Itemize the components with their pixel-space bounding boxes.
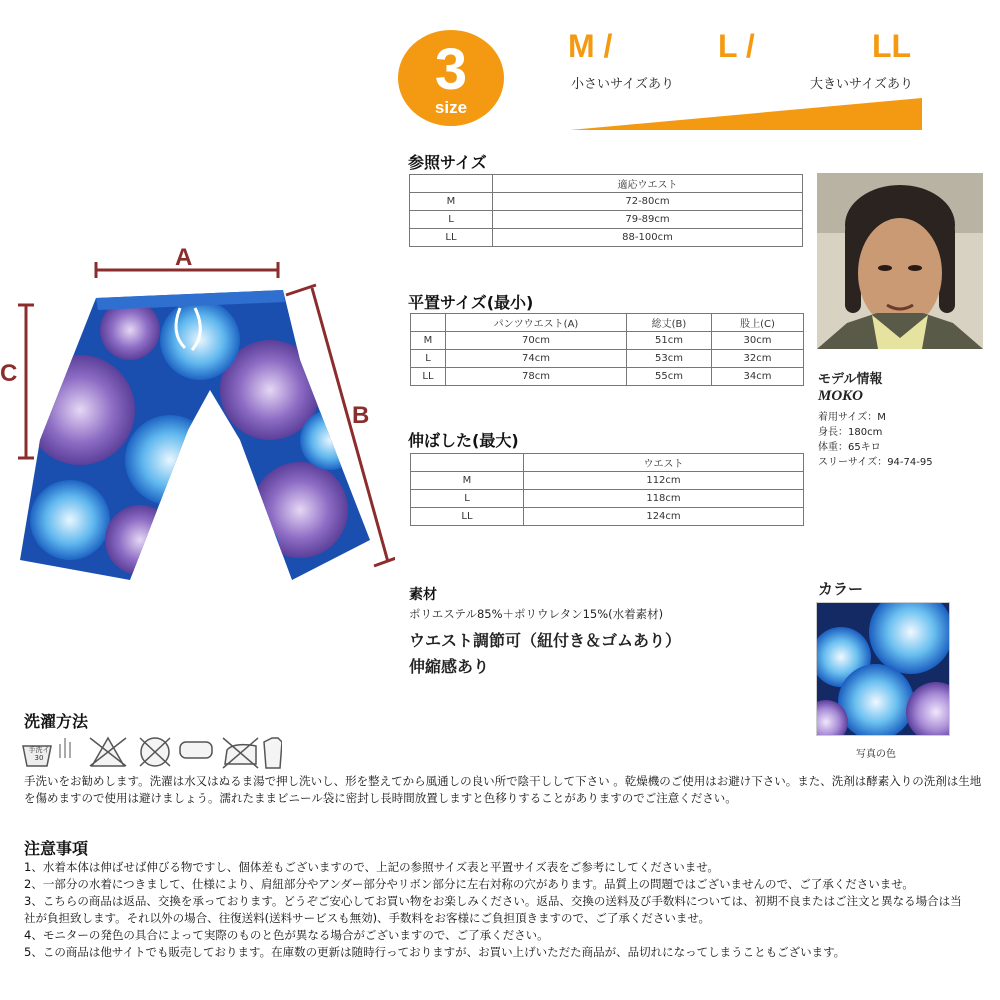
washing-instructions: 手洗いをお勧めします。洗濯は水又はぬるま湯で押し洗いし、形を整えてから風通しの良い所で陰干しして下さい 。乾燥機のご使用はお避け下さい。また、洗剤は酵素入りの洗剤は生地を傷めますので使用は避けましょう。濡れたままビニール袋に密封し長時間放置しますと色移りすることがありますのでご注意ください。 <box>24 774 982 805</box>
notes-title: 注意事項 <box>24 839 89 858</box>
size-l-label: L / <box>718 28 755 64</box>
table-cell: M <box>410 193 493 211</box>
washing-title: 洗濯方法 <box>24 712 89 731</box>
table-header-row <box>411 314 804 332</box>
material-composition: ポリエステル85%＋ポリウレタン15%(水着素材) <box>409 607 664 621</box>
table-cell: 適応ウエスト <box>493 175 803 193</box>
shade-dry-icon <box>264 738 282 768</box>
table-cell: 74cm <box>446 350 627 368</box>
size-m-label: M / <box>568 28 613 64</box>
list-item: 5、この商品は他サイトでも販売しております。在庫数の更新は随時行っておりますが、お買い上げいただた商品が、品切れになってしまうこともございます。 <box>24 945 846 959</box>
model-size-worn: 着用サイズ：M <box>818 412 886 423</box>
table-cell: 30cm <box>712 332 804 350</box>
hand-wash-text: 手洗イ 30 <box>28 746 50 762</box>
reference-size-title: 参照サイズ <box>408 153 487 172</box>
table-cell: 118cm <box>524 490 804 508</box>
model-details <box>818 410 933 470</box>
size-ll-label: LL <box>872 28 912 64</box>
table-row <box>411 368 804 386</box>
table-cell: L <box>411 490 524 508</box>
table-row <box>411 472 804 490</box>
table-cell: M <box>411 332 446 350</box>
table-cell: M <box>411 472 524 490</box>
large-size-note: 大きいサイズあり <box>810 77 913 92</box>
model-info-heading: モデル情報 <box>818 372 883 387</box>
no-iron-icon <box>225 745 256 764</box>
no-wring-icon <box>180 742 212 758</box>
stretched-size-table <box>410 453 804 526</box>
table-cell: 78cm <box>446 368 627 386</box>
table-row <box>411 332 804 350</box>
table-cell: 股上(C) <box>712 314 804 332</box>
table-cell: 総丈(B) <box>627 314 712 332</box>
material-feature-stretch: 伸縮感あり <box>409 657 490 676</box>
table-cell: 72-80cm <box>493 193 803 211</box>
model-photo <box>817 173 983 349</box>
table-cell <box>410 175 493 193</box>
material-feature-adjustable: ウエスト調節可（紐付き＆ゴムあり） <box>409 631 682 650</box>
model-three-sizes: スリーサイズ：94-74-95 <box>818 457 933 468</box>
notes-list <box>24 859 969 961</box>
table-cell: 112cm <box>524 472 804 490</box>
table-cell: 70cm <box>446 332 627 350</box>
dimension-label-a: A <box>175 244 193 271</box>
table-cell <box>411 454 524 472</box>
table-cell: 53cm <box>627 350 712 368</box>
table-row <box>411 350 804 368</box>
table-cell: 51cm <box>627 332 712 350</box>
dimension-label-c: C <box>0 360 18 387</box>
reference-size-table <box>409 174 803 247</box>
table-cell: ウエスト <box>524 454 804 472</box>
list-item: 2、一部分の水着につきまして、仕様により、肩紐部分やアンダー部分やリボン部分に左右対称の穴があります。品質上の問題ではございませんので、ご了承くださいませ。 <box>24 877 914 891</box>
size-scale-wedge <box>570 98 922 130</box>
material-title: 素材 <box>409 587 437 603</box>
care-icons <box>20 732 282 770</box>
size-badge-number: 3 <box>434 37 468 102</box>
table-row <box>410 211 803 229</box>
table-cell: 34cm <box>712 368 804 386</box>
table-cell <box>411 314 446 332</box>
table-row <box>411 490 804 508</box>
model-height: 身長：180cm <box>818 427 883 438</box>
table-cell: LL <box>411 368 446 386</box>
model-name: MOKO <box>818 388 864 404</box>
table-cell: L <box>410 211 493 229</box>
model-weight: 体重：65キロ <box>818 442 881 453</box>
table-row <box>410 229 803 247</box>
list-item: 3、こちらの商品は返品、交換を承っております。どうぞご安心してお買い物をお楽しみください。返品、交換の送料及び手数料については、初期不良またはご注文と異なる場合は当社が負担致します。それ以外の場合、往復送料(送料サービスも無効)、手数料をお客様にご負担頂きますので、ご了承くださいませ。 <box>24 894 962 925</box>
color-title: カラー <box>818 580 864 598</box>
list-item: 4、モニターの発色の具合によって実際のものと色が異なる場合がございますので、ご了承ください。 <box>24 928 549 942</box>
table-cell: 32cm <box>712 350 804 368</box>
table-cell: 88-100cm <box>493 229 803 247</box>
stretched-size-title: 伸ばした(最大) <box>408 431 519 450</box>
flat-size-table <box>410 313 804 386</box>
size-badge <box>398 30 504 126</box>
table-header-row <box>410 175 803 193</box>
color-swatch[interactable] <box>816 602 950 736</box>
table-cell: パンツウエスト(A) <box>446 314 627 332</box>
dimension-label-b: B <box>352 402 370 429</box>
color-caption: 写真の色 <box>856 749 896 760</box>
shorts-diagram <box>0 240 395 630</box>
table-cell: LL <box>410 229 493 247</box>
table-header-row <box>411 454 804 472</box>
list-item: 1、水着本体は伸ばせば伸びる物ですし、個体差もございますので、上記の参照サイズ表と平置サイズ表をご参考にしてくださいませ。 <box>24 860 719 874</box>
table-cell: 79-89cm <box>493 211 803 229</box>
table-row <box>410 193 803 211</box>
table-cell: 55cm <box>627 368 712 386</box>
table-cell: L <box>411 350 446 368</box>
flat-size-title: 平置サイズ(最小) <box>408 293 534 312</box>
table-cell: LL <box>411 508 524 526</box>
small-size-note: 小さいサイズあり <box>571 77 674 92</box>
size-badge-label: size <box>434 98 468 117</box>
table-row <box>411 508 804 526</box>
table-cell: 124cm <box>524 508 804 526</box>
